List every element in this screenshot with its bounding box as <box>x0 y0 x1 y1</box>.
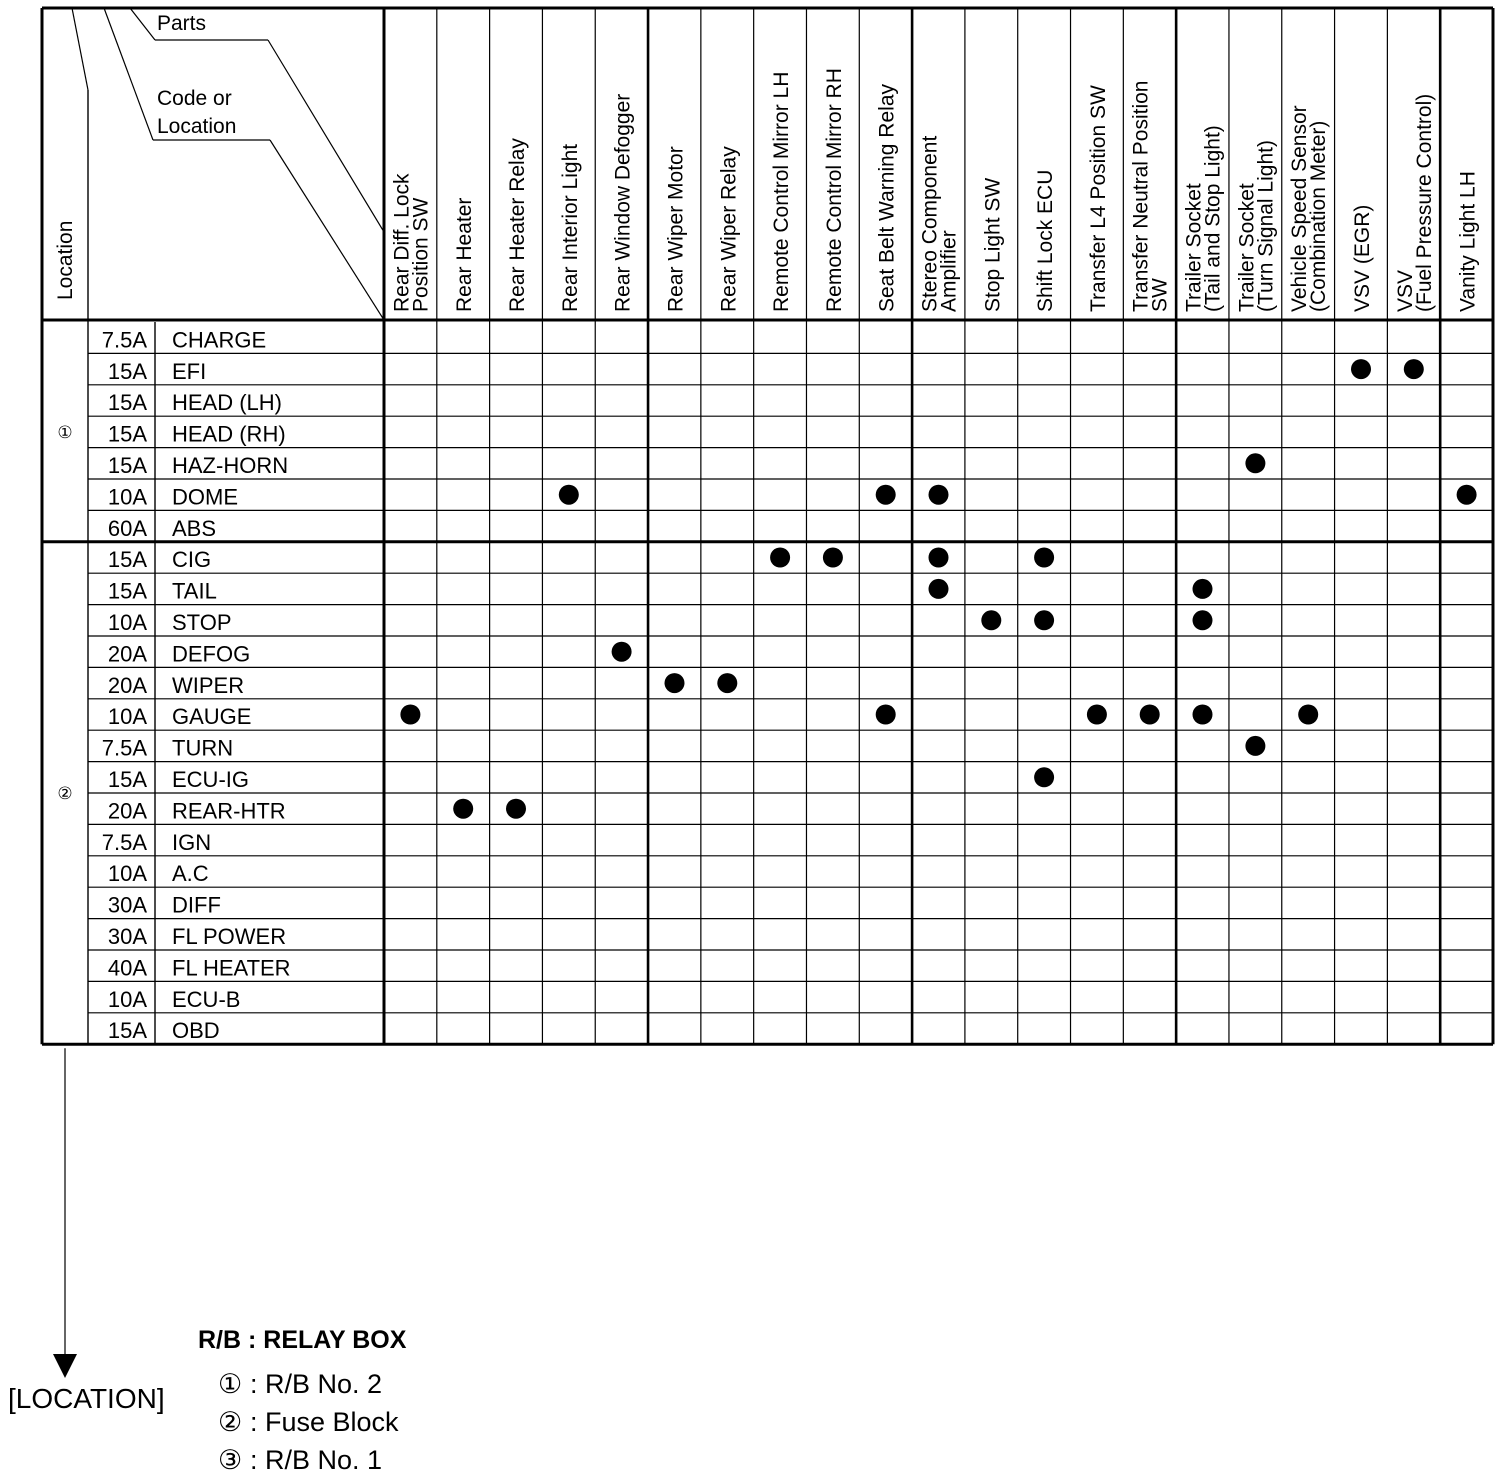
column-header-label: SW <box>1148 278 1172 312</box>
code-label: Code or <box>157 87 232 110</box>
fuse-name: GAUGE <box>172 704 252 730</box>
connection-dot <box>400 705 420 725</box>
connection-dot <box>876 485 896 505</box>
connection-dot <box>453 799 473 819</box>
header-diagonal-line <box>268 40 384 232</box>
fuse-amperage: 15A <box>107 453 147 478</box>
legend-item-mark: ③ <box>218 1445 243 1475</box>
legend-title: R/B : RELAY BOX <box>198 1326 407 1354</box>
connection-dot <box>929 485 949 505</box>
fuse-name: DOME <box>172 484 238 510</box>
fuse-name: A.C <box>172 861 209 887</box>
column-header-label: Rear Heater <box>453 197 477 312</box>
connection-dot <box>1457 485 1477 505</box>
fuse-name: ECU-B <box>172 986 241 1012</box>
fuse-amperage: 15A <box>107 390 147 416</box>
fuse-amperage: 10A <box>107 484 147 510</box>
fuse-name: ECU-IG <box>172 767 249 792</box>
fuse-name: IGN <box>172 829 212 855</box>
fuse-name: ABS <box>172 515 217 541</box>
fuse-amperage: 15A <box>107 421 147 447</box>
fuse-amperage: 15A <box>107 1018 147 1044</box>
fuse-name: HEAD (RH) <box>172 421 286 447</box>
connection-dot <box>1245 453 1265 473</box>
fuse-name: WIPER <box>172 672 245 698</box>
fuse-amperage: 10A <box>107 610 147 635</box>
connection-dot <box>1193 579 1213 599</box>
connection-dot <box>1193 705 1213 725</box>
fuse-name: CIG <box>172 547 212 573</box>
connection-dot <box>823 548 843 568</box>
column-header-label: Rear Wiper Relay <box>717 146 741 312</box>
legend-location-label: [LOCATION] <box>8 1383 165 1414</box>
fuse-amperage: 7.5A <box>101 735 147 761</box>
location-marker: ① <box>57 422 73 442</box>
location-header-label: Location <box>54 220 77 300</box>
fuse-amperage: 15A <box>107 578 147 604</box>
header-diagonal-line <box>72 8 88 90</box>
column-header-label: Stereo Component <box>918 135 942 312</box>
fuse-amperage: 15A <box>107 547 147 573</box>
connection-dot <box>1193 610 1213 630</box>
connection-dot <box>1034 767 1054 787</box>
column-header-label: Vehicle Speed Sensor <box>1288 105 1312 312</box>
column-header-label: (Fuel Pressure Control) <box>1412 93 1436 312</box>
location-marker: ② <box>57 784 73 803</box>
fuse-name: FL HEATER <box>172 955 291 981</box>
connection-dot <box>1140 705 1160 725</box>
fuse-name: HEAD (LH) <box>172 390 283 416</box>
connection-dot <box>1245 736 1265 756</box>
fuse-name: HAZ-HORN <box>172 453 289 478</box>
fuse-name: TAIL <box>172 578 217 604</box>
parts-label: Parts <box>157 12 207 35</box>
column-header-label: Position SW <box>409 197 433 312</box>
fuse-amperage: 7.5A <box>101 829 147 855</box>
column-header-label: Vanity Light LH <box>1456 171 1480 312</box>
header-diagonal-line <box>130 8 155 40</box>
column-header-label: (Turn Signal Light) <box>1254 140 1278 312</box>
column-header-label: VSV (EGR) <box>1351 204 1374 312</box>
fuse-name: REAR-HTR <box>172 798 286 824</box>
column-header-label: Seat Belt Warning Relay <box>875 84 899 312</box>
connection-dot <box>1404 359 1424 379</box>
connection-dot <box>506 799 526 819</box>
connection-dot <box>929 548 949 568</box>
column-header-label: Trailer Socket <box>1235 183 1259 312</box>
connection-dot <box>770 548 790 568</box>
column-header-label: Transfer L4 Position SW <box>1086 85 1110 312</box>
fuse-amperage: 15A <box>107 767 147 792</box>
connection-dot <box>876 705 896 725</box>
connection-dot <box>1034 610 1054 630</box>
column-header-label: Rear Wiper Motor <box>664 146 688 312</box>
fuse-name: CHARGE <box>172 327 267 353</box>
fuse-amperage: 30A <box>107 892 147 918</box>
fuse-amperage: 10A <box>107 704 147 730</box>
column-header-label: Amplifier <box>937 230 961 312</box>
connection-dot <box>559 485 579 505</box>
column-header-label: Rear Diff. Lock <box>390 173 414 312</box>
location-arrow-head <box>53 1354 77 1378</box>
fuse-name: OBD <box>172 1018 220 1044</box>
column-header-label: Rear Interior Light <box>558 143 582 312</box>
fuse-amperage: 10A <box>107 861 147 887</box>
fuse-name: DIFF <box>172 892 221 918</box>
fuse-amperage: 7.5A <box>101 327 147 353</box>
fuse-name: STOP <box>172 610 232 635</box>
fuse-amperage: 15A <box>107 358 147 384</box>
connection-dot <box>929 579 949 599</box>
connection-dot <box>981 610 1001 630</box>
fuse-amperage: 10A <box>107 986 147 1012</box>
fuse-name: FL POWER <box>172 924 287 949</box>
fuse-amperage: 20A <box>107 798 147 824</box>
column-header-label: (Tail and Stop Light) <box>1201 125 1225 312</box>
column-header-label: Remote Control Mirror RH <box>822 68 846 312</box>
fuse-amperage: 20A <box>107 672 147 698</box>
column-header-label: Stop Light SW <box>981 177 1005 312</box>
legend-item-text: : R/B No. 2 <box>250 1369 383 1399</box>
connection-dot <box>1298 705 1318 725</box>
column-header-label: Remote Control Mirror LH <box>770 71 794 312</box>
connection-dot <box>1351 359 1371 379</box>
legend-item-text: : R/B No. 1 <box>250 1445 383 1475</box>
connection-dot <box>717 673 737 693</box>
column-header-label: Rear Window Defogger <box>611 93 635 312</box>
fuse-amperage: 30A <box>107 924 147 949</box>
legend-item-mark: ① <box>218 1369 243 1399</box>
column-header-label: VSV <box>1393 269 1417 312</box>
fuse-amperage: 40A <box>107 955 147 981</box>
code-label: Location <box>157 115 237 138</box>
header-diagonal-line <box>270 140 384 320</box>
column-header-label: Trailer Socket <box>1182 183 1206 312</box>
column-header-label: Rear Heater Relay <box>506 138 529 312</box>
connection-dot <box>665 673 685 693</box>
column-header-label: Shift Lock ECU <box>1034 169 1058 312</box>
fuse-name: TURN <box>172 735 234 761</box>
column-header-label: (Combination Meter) <box>1307 120 1331 312</box>
fuse-amperage: 20A <box>107 641 147 667</box>
connection-dot <box>612 642 632 662</box>
connection-dot <box>1034 548 1054 568</box>
fuse-amperage: 60A <box>107 515 147 541</box>
legend-item-text: : Fuse Block <box>250 1407 399 1437</box>
connection-dot <box>1087 705 1107 725</box>
fuse-name: EFI <box>172 358 207 384</box>
legend-item-mark: ② <box>218 1407 243 1437</box>
column-header-label: Transfer Neutral Position <box>1129 80 1153 312</box>
fuse-name: DEFOG <box>172 641 251 667</box>
